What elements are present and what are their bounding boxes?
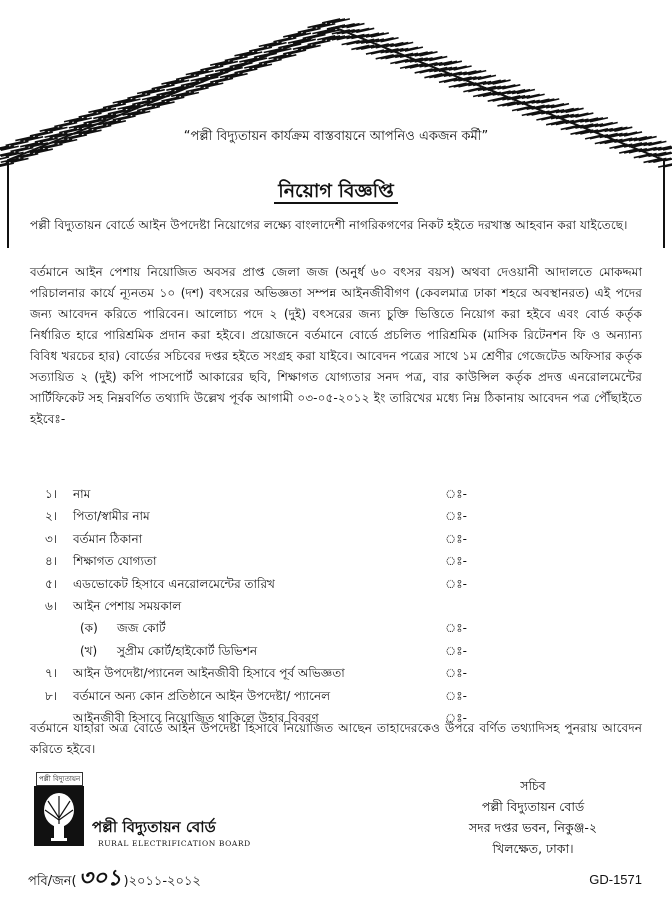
ref-handwritten-number: ৩০১ (78, 866, 122, 891)
item-colon: ঃ- (445, 531, 467, 546)
item-colon: ঃ- (445, 643, 467, 658)
main-paragraph: বর্তমানে আইন পেশায় নিয়োজিত অবসর প্রাপ্ত জেলা জজ (অনুর্ধ ৬০ বৎসর বয়স) অথবা দেওয়ানী আদালতে মোকদ্দমা পরিচালনার কার্যে ন্যূনতম ১০ (দশ) বৎসরের অভিজ্ঞতা সম্পন্ন আইনজীবীগণ (কেবলমাত্র ঢাকা শহরে অবস্থানরত) এই পদের জন্য আবেদন করিতে পারিবেন। আলোচ্য পদে ২ (দুই) বৎসরের জন্য চুক্তি ভিত্তিতে নিয়োগ করা হইবে এবং বোর্ড কর্তৃক নির্ধারিত হারে পারিশ্রমিক প্রদান করা হইবে। প্রয়োজনে বর্তমানে বোর্ডে প্রচলিত পারিশ্রমিক (মাসিক রিটেনশন ফি ও অন্যান্য বিবিধ খরচের হার) বোর্ডের সচিবের দপ্তর হইতে সংগ্রহ করা যাইবে। আবেদন পত্রের সাথে ১ম শ্রেণীর গেজেটেড অফিসার কর্তৃক সত্যায়িত ২ (দুই) কপি পাসপোর্ট আকারের ছবি, শিক্ষাগত যোগ্যতার সনদ পত্র, বার কাউন্সিল কর্তৃক প্রদত্ত এনরোলমেন্টের সার্টিফিকেট সহ নিম্নবর্ণিত তথ্যাদি উল্লেখ পূর্বক আগামী ০৩-০৫-২০১২ ইং তারিখের মধ্যে নিম্ন ঠিকানায় আবেদন পত্র পৌঁছাইতে হইবেঃ- (30, 265, 642, 426)
item-colon: ঃ- (445, 666, 467, 681)
subitem-number: (ক) (80, 621, 98, 636)
org-name-en: RURAL ELECTRIFICATION BOARD (98, 839, 251, 848)
logo-label: পল্লী বিদ্যুতায়ন (36, 772, 83, 786)
signatory-designation: সচিব (520, 778, 546, 793)
org-name-bn: পল্লী বিদ্যুতায়ন বোর্ড (92, 818, 216, 836)
item-colon: ঃ- (445, 509, 467, 524)
item-number: ৩। (45, 531, 58, 546)
address-line-1: সদর দপ্তর ভবন, নিকুঞ্জ-২ (468, 820, 598, 835)
list-item (45, 483, 525, 505)
ref-prefix: পবি/জন( (28, 874, 77, 889)
list-item (45, 528, 525, 550)
list-item (45, 595, 525, 617)
item-number: ৪। (45, 554, 58, 569)
slogan: “পল্লী বিদ্যুতায়ন কার্যক্রম বাস্তবায়নে আপনিও একজন কর্মী” (183, 129, 489, 144)
item-number: ৫। (45, 576, 58, 591)
item-number: ১। (45, 487, 58, 501)
item-label: নাম (73, 487, 91, 501)
item-colon: ঃ- (445, 487, 467, 501)
item-label: বর্তমানে অন্য কোন প্রতিষ্ঠানে আইন উপদেষ্টা/ প্যানেল (73, 688, 331, 703)
item-label: আইন উপদেষ্টা/প্যানেল আইনজীবী হিসাবে পূর্ব অভিজ্ঞতা (73, 666, 345, 681)
signature-block (438, 775, 628, 859)
item-number: ৮। (45, 688, 58, 703)
item-colon: ঃ- (445, 554, 467, 569)
subitem-number: (খ) (80, 643, 98, 658)
ref-suffix: )২০১১-২০১২ (123, 874, 201, 889)
list-subitem (45, 617, 525, 639)
item-label: এডভোকেট হিসাবে এনরোলমেন্টের তারিখ (73, 576, 275, 591)
info-list (45, 483, 525, 729)
list-item (45, 685, 525, 707)
subitem-label: জজ কোর্ট (117, 621, 166, 636)
closing-paragraph: বর্তমানে যাহারা অত্র বোর্ডে আইন উপদেষ্টা হিসাবে নিয়োজিত আছেন তাহাদেরকেও উপরে বর্ণিত তথ্যাদিসহ পুনরায় আবেদন করিতে হইবে। (30, 721, 642, 756)
intro-paragraph: পল্লী বিদ্যুতায়ন বোর্ডে আইন উপদেষ্টা নিয়োগের লক্ষ্যে বাংলাদেশী নাগরিকগণের নিকট হইতে দরখাস্ত আহবান করা যাইতেছে। (30, 218, 628, 232)
item-colon: ঃ- (445, 688, 467, 703)
title-text: নিয়োগ বিজ্ঞপ্তি (274, 180, 397, 204)
item-label: আইন পেশায় সময়কাল (73, 598, 182, 613)
item-colon: ঃ- (445, 710, 467, 725)
item-colon: ঃ- (445, 621, 467, 636)
item-label: বর্তমান ঠিকানা (73, 531, 143, 546)
list-item (45, 662, 525, 684)
signatory-org: পল্লী বিদ্যুতায়ন বোর্ড (481, 799, 585, 814)
thatched-roof-border (0, 0, 672, 250)
item-label: আইনজীবী হিসাবে নিয়োজিত থাকিলে উহার বিবরণ (73, 710, 319, 725)
item-label: শিক্ষাগত যোগ্যতা (73, 554, 157, 569)
list-item (45, 550, 525, 572)
reb-logo-icon (34, 786, 84, 846)
list-subitem (45, 640, 525, 662)
item-label: পিতা/স্বামীর নাম (73, 509, 150, 524)
reference-number (28, 861, 201, 898)
item-number: ৭। (45, 666, 58, 681)
list-item (45, 505, 525, 527)
page-title (0, 177, 672, 209)
item-number: ৬। (45, 598, 58, 613)
ad-code: GD-1571 (589, 872, 642, 887)
item-number: ২। (45, 509, 58, 524)
subitem-label: সুপ্রীম কোর্ট/হাইকোর্ট ডিভিশন (117, 643, 258, 658)
list-item (45, 573, 525, 595)
item-colon: ঃ- (445, 576, 467, 591)
address-line-2: খিলক্ষেত, ঢাকা। (492, 841, 574, 856)
